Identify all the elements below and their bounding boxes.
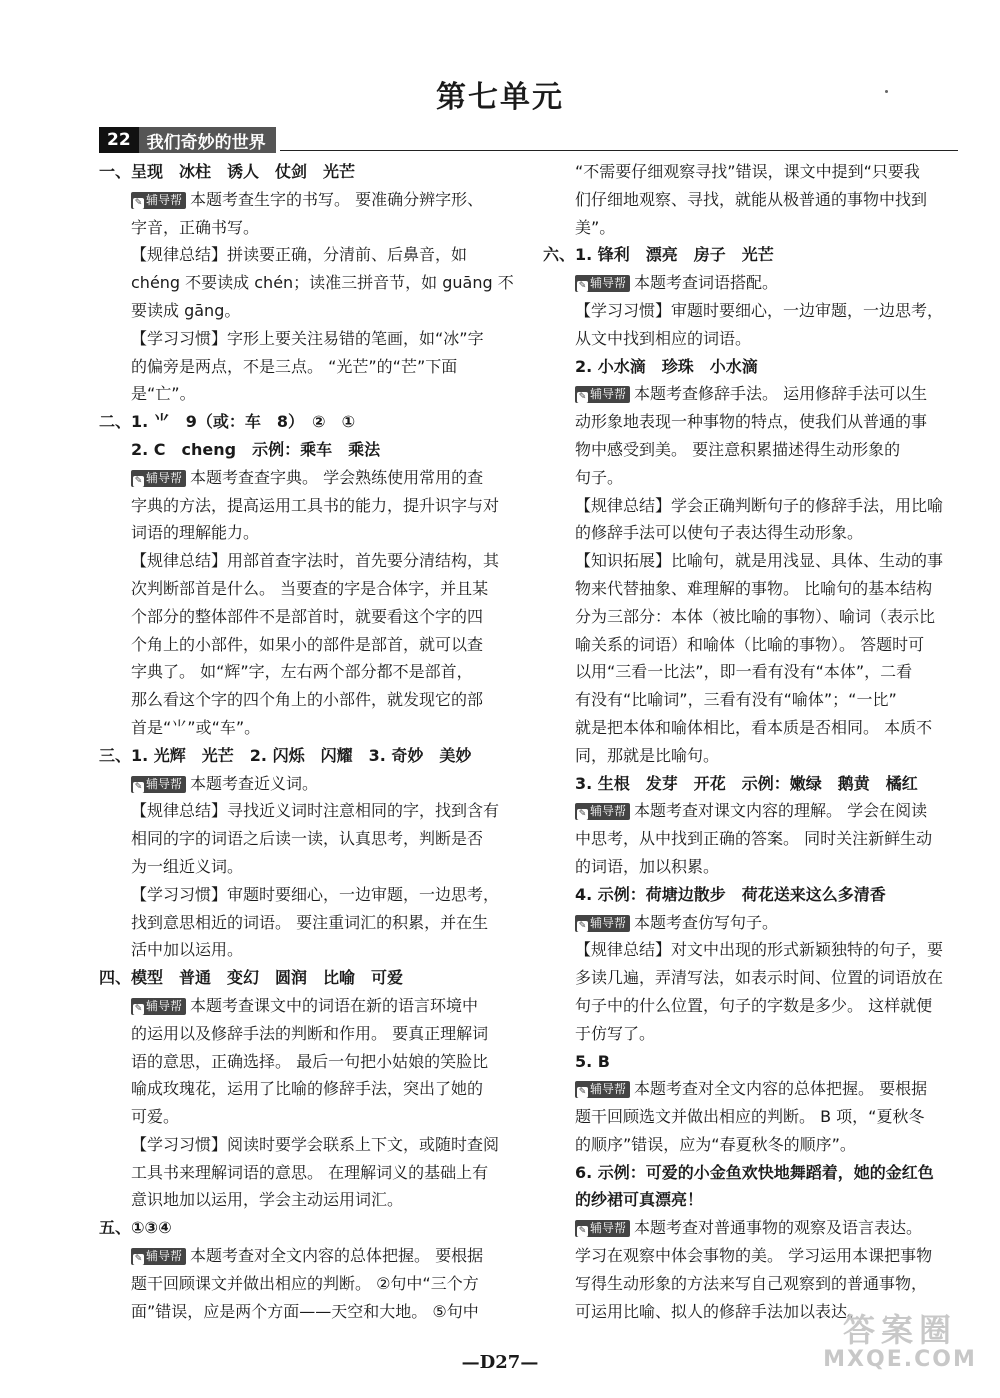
line-text: 本题考查对全文内容的总体把握。 要根据 — [190, 1246, 484, 1266]
text-line — [543, 1075, 963, 1103]
tutor-label — [575, 915, 630, 932]
page-number: —D27— — [461, 1352, 539, 1373]
line-text: 5. B — [575, 1051, 610, 1071]
tutor-label-text: 辅导帮 — [146, 192, 183, 207]
line-text: 要读成 gāng。 — [131, 300, 241, 320]
text-line — [99, 936, 519, 964]
line-text: 美”。 — [575, 217, 616, 237]
text-line — [543, 658, 963, 686]
line-text: 4. 示例：荷塘边散步 荷花送来这么多清香 — [575, 884, 886, 904]
tutor-label — [131, 192, 186, 209]
text-line — [543, 1159, 963, 1187]
text-line — [99, 714, 519, 742]
text-line — [543, 436, 963, 464]
text-line — [543, 158, 963, 186]
line-text: 【学习习惯】审题时要细心，一边审题，一边思考， — [131, 884, 500, 904]
text-line — [543, 909, 963, 937]
line-text: 多读几遍，弄清写法，如表示时间、位置的词语放在 — [575, 968, 944, 988]
line-text: 从文中找到相应的词语。 — [575, 328, 752, 348]
text-line — [543, 214, 963, 242]
line-text: 相同的字的词语之后读一读，认真思考，判断是否 — [131, 829, 484, 849]
line-text: 物来代替抽象、难理解的事物。 比喻句的基本结构 — [575, 578, 933, 598]
line-text: 3. 生根 发芽 开花 示例：嫩绿 鹅黄 橘红 — [575, 773, 918, 793]
line-text: 中思考，从中找到正确的答案。 同时关注新鲜生动 — [575, 829, 933, 849]
tutor-label-text: 辅导帮 — [590, 804, 627, 819]
line-text: 句子。 — [575, 467, 624, 487]
text-line — [543, 797, 963, 825]
text-line — [99, 186, 519, 214]
pencil-icon: ✎ — [578, 809, 587, 820]
text-line — [543, 992, 963, 1020]
text-line — [99, 881, 519, 909]
tutor-label-text: 辅导帮 — [146, 998, 183, 1013]
text-line — [99, 1242, 519, 1270]
text-line — [99, 825, 519, 853]
pencil-icon: ✎ — [578, 281, 587, 292]
line-text: 的顺序”错误，应为“春夏秋冬的顺序”。 — [575, 1134, 856, 1154]
text-line — [543, 1103, 963, 1131]
tutor-label-text: 辅导帮 — [146, 776, 183, 791]
text-line — [543, 1131, 963, 1159]
section-name: 我们奇妙的世界 — [139, 127, 276, 153]
line-text: “不需要仔细观察寻找”错误，课文中提到“只要我 — [575, 162, 920, 181]
text-line — [99, 992, 519, 1020]
line-text: 词语的理解能力。 — [131, 523, 260, 543]
tutor-label-text: 辅导帮 — [590, 915, 627, 930]
text-line — [543, 686, 963, 714]
text-line — [99, 1298, 519, 1326]
text-line — [543, 464, 963, 492]
line-text: 【学习习惯】审题时要细心，一边审题，一边思考， — [575, 300, 944, 320]
line-text: 【学习习惯】字形上要关注易错的笔画，如“冰”字 — [131, 328, 484, 348]
text-line — [543, 853, 963, 881]
line-text: 本题考查课文中的词语在新的语言环境中 — [190, 995, 479, 1015]
pencil-icon: ✎ — [134, 781, 143, 792]
line-text: 本题考查词语搭配。 — [634, 273, 779, 293]
line-text: 【知识拓展】比喻句，就是用浅显、具体、生动的事 — [575, 551, 944, 571]
text-line — [99, 1131, 519, 1159]
tutor-label — [131, 470, 186, 487]
line-text: 字典的方法，提高运用工具书的能力，提升识字与对 — [131, 495, 500, 515]
line-text: 为一组近义词。 — [131, 856, 244, 876]
text-line — [99, 297, 519, 325]
line-text: 物中感受到美。 要注意积累描述得生动形象的 — [575, 439, 901, 459]
text-line — [543, 1214, 963, 1242]
text-line — [99, 1103, 519, 1131]
line-text: 一、呈现 冰柱 诱人 仗剑 光芒 — [99, 162, 356, 181]
line-text: 本题考查对普通事物的观察及语言表达。 — [634, 1218, 923, 1238]
text-line — [543, 881, 963, 909]
tutor-label — [575, 275, 630, 292]
tutor-label — [131, 998, 186, 1015]
tutor-label-text: 辅导帮 — [146, 1249, 183, 1264]
text-line — [543, 1020, 963, 1048]
right-column — [543, 158, 963, 1325]
line-text: 的偏旁是两点，不是三点。 “光芒”的“芒”下面 — [131, 356, 458, 376]
line-text: 动形象地表现一种事物的特点，使我们从普通的事 — [575, 412, 928, 432]
line-text: 首是“⺌”或“车”。 — [131, 717, 261, 737]
tutor-label — [131, 1248, 186, 1265]
line-text: 个角上的小部件，如果小的部件是部首，就可以查 — [131, 634, 484, 654]
text-line — [99, 658, 519, 686]
text-line — [543, 492, 963, 520]
text-line — [99, 158, 519, 186]
text-line — [543, 269, 963, 297]
text-line — [99, 214, 519, 242]
text-line — [543, 297, 963, 325]
line-text: 有没有“比喻词”，三看有没有“喻体”；“一比” — [575, 690, 897, 710]
line-text: 喻成玫瑰花，运用了比喻的修辞手法，突出了她的 — [131, 1079, 484, 1099]
unit-title: 第七单元 — [436, 80, 564, 115]
text-line — [543, 1242, 963, 1270]
line-text: 【规律总结】学会正确判断句子的修辞手法，用比喻 — [575, 495, 944, 515]
line-text: 本题考查修辞手法。 运用修辞手法可以生 — [634, 384, 928, 404]
stray-dot — [885, 90, 888, 93]
text-line — [543, 714, 963, 742]
text-line — [99, 353, 519, 381]
text-line — [99, 408, 519, 436]
text-line — [99, 269, 519, 297]
line-text: 的运用以及修辞手法的判断和作用。 要真正理解词 — [131, 1023, 489, 1043]
text-line — [543, 1270, 963, 1298]
text-line — [99, 464, 519, 492]
text-line — [99, 686, 519, 714]
text-line — [543, 936, 963, 964]
line-text: 工具书来理解词语的意思。 在理解词义的基础上有 — [131, 1162, 489, 1182]
line-text: 就是把本体和喻体相比，看本质是否相同。 本质不 — [575, 717, 933, 737]
text-line — [543, 964, 963, 992]
tutor-label-text: 辅导帮 — [146, 470, 183, 485]
line-text: 本题考查仿写句子。 — [634, 912, 779, 932]
line-text: 本题考查对全文内容的总体把握。 要根据 — [634, 1079, 928, 1099]
line-text: 【规律总结】寻找近义词时注意相同的字，找到含有 — [131, 801, 500, 821]
line-text: 题干回顾课文并做出相应的判断。 ②句中“三个方 — [131, 1273, 479, 1293]
section-number: 22 — [99, 127, 139, 153]
line-text: 本题考查近义词。 — [190, 773, 319, 793]
line-text: 找到意思相近的词语。 要注重词汇的积累，并在生 — [131, 912, 489, 932]
text-line — [543, 408, 963, 436]
text-line — [543, 186, 963, 214]
line-text: 喻关系的词语）和喻体（比喻的事物）。 答题时可 — [575, 634, 925, 654]
pencil-icon: ✎ — [578, 1087, 587, 1098]
line-text: 五、①③④ — [99, 1218, 172, 1238]
line-text: 本题考查对课文内容的理解。 学会在阅读 — [634, 801, 928, 821]
line-text: 句子中的什么位置，句子的字数是多少。 这样就便 — [575, 995, 933, 1015]
text-line — [543, 825, 963, 853]
pencil-icon: ✎ — [134, 197, 143, 208]
pencil-icon: ✎ — [134, 1254, 143, 1265]
tutor-label — [575, 803, 630, 820]
line-text: 六、1. 锋利 漂亮 房子 光芒 — [543, 245, 774, 265]
line-text: 四、模型 普通 变幻 圆润 比喻 可爱 — [99, 968, 404, 988]
text-line — [99, 770, 519, 798]
line-text: 意识地加以运用，学会主动运用词汇。 — [131, 1190, 404, 1210]
tutor-label — [575, 1081, 630, 1098]
tutor-label-text: 辅导帮 — [590, 387, 627, 402]
text-line — [99, 1048, 519, 1076]
text-line — [99, 1075, 519, 1103]
line-text: 的修辞手法可以使句子表达得生动形象。 — [575, 523, 864, 543]
pencil-icon: ✎ — [578, 920, 587, 931]
text-line — [543, 547, 963, 575]
line-text: 字音，正确书写。 — [131, 217, 260, 237]
section-banner — [99, 127, 276, 153]
section-rule — [280, 150, 958, 151]
text-line — [99, 325, 519, 353]
pencil-icon: ✎ — [134, 1003, 143, 1014]
left-column — [99, 158, 519, 1325]
line-text: 本题考查查字典。 学会熟练使用常用的查 — [190, 467, 484, 487]
line-text: 6. 示例：可爱的小金鱼欢快地舞蹈着，她的金红色 — [575, 1162, 934, 1182]
text-line — [543, 603, 963, 631]
line-text: chéng 不要读成 chén；读准三拼音节，如 guāng 不 — [131, 273, 514, 293]
line-text: 面”错误，应是两个方面——天空和大地。 ⑤句中 — [131, 1301, 479, 1321]
text-line — [99, 492, 519, 520]
text-line — [99, 547, 519, 575]
text-line — [543, 742, 963, 770]
pencil-icon: ✎ — [578, 392, 587, 403]
text-line — [543, 1186, 963, 1214]
line-text: 2. 小水滴 珍珠 小水滴 — [575, 356, 758, 376]
tutor-label — [575, 1220, 630, 1237]
tutor-label-text: 辅导帮 — [590, 276, 627, 291]
line-text: 【规律总结】拼读要正确，分清前、后鼻音，如 — [131, 245, 468, 265]
pencil-icon: ✎ — [134, 475, 143, 486]
line-text: 可爱。 — [131, 1107, 180, 1127]
line-text: 二、1. ⺌ 9（或：车 8） ② ① — [99, 412, 356, 432]
tutor-label-text: 辅导帮 — [590, 1082, 627, 1097]
text-line — [99, 1186, 519, 1214]
text-line — [543, 770, 963, 798]
text-line — [543, 575, 963, 603]
line-text: 次判断部首是什么。 当要查的字是合体字，并且某 — [131, 578, 489, 598]
watermark-line1: 答案圈 — [842, 1311, 957, 1349]
text-line — [99, 1270, 519, 1298]
text-line — [543, 325, 963, 353]
line-text: 【规律总结】对文中出现的形式新颖独特的句子，要 — [575, 940, 944, 960]
text-line — [99, 1214, 519, 1242]
line-text: 同，那就是比喻句。 — [575, 745, 720, 765]
line-text: 三、1. 光辉 光芒 2. 闪烁 闪耀 3. 奇妙 美妙 — [99, 745, 472, 765]
line-text: 活中加以运用。 — [131, 940, 244, 960]
text-line — [99, 631, 519, 659]
text-line — [543, 380, 963, 408]
line-text: 2. C cheng 示例：乘车 乘法 — [131, 439, 381, 459]
watermark — [800, 1312, 1000, 1372]
tutor-label-text: 辅导帮 — [590, 1221, 627, 1236]
text-line — [543, 353, 963, 381]
text-line — [543, 241, 963, 269]
text-line — [99, 797, 519, 825]
text-line — [99, 575, 519, 603]
watermark-line2: MXQE.COM — [823, 1347, 977, 1372]
tutor-label — [131, 776, 186, 793]
text-line — [99, 853, 519, 881]
text-line — [99, 603, 519, 631]
line-text: 以用“三看一比法”，即一看有没有“本体”，二看 — [575, 662, 913, 682]
line-text: 【学习习惯】阅读时要学会联系上下文，或随时查阅 — [131, 1134, 500, 1154]
line-text: 本题考查生字的书写。 要准确分辨字形、 — [190, 189, 484, 209]
line-text: 【规律总结】用部首查字法时，首先要分清结构，其 — [131, 551, 500, 571]
line-text: 的词语，加以积累。 — [575, 856, 720, 876]
line-text: 写得生动形象的方法来写自己观察到的普通事物， — [575, 1273, 928, 1293]
text-line — [543, 519, 963, 547]
text-line — [99, 380, 519, 408]
line-text: 是“亡”。 — [131, 384, 196, 404]
text-line — [99, 519, 519, 547]
text-line — [99, 1159, 519, 1187]
text-line — [99, 742, 519, 770]
tutor-label — [575, 386, 630, 403]
line-text: 于仿写了。 — [575, 1023, 656, 1043]
text-line — [99, 964, 519, 992]
text-line — [543, 631, 963, 659]
text-line — [99, 241, 519, 269]
line-text: 们仔细地观察、寻找，就能从极普通的事物中找到 — [575, 189, 928, 209]
line-text: 字典了。 如“辉”字，左右两个部分都不是部首， — [131, 662, 473, 682]
text-line — [99, 909, 519, 937]
line-text: 那么看这个字的四个角上的小部件，就发现它的部 — [131, 690, 484, 710]
pencil-icon: ✎ — [578, 1226, 587, 1237]
text-line — [99, 1020, 519, 1048]
line-text: 可运用比喻、拟人的修辞手法加以表达。 — [575, 1301, 864, 1321]
text-line — [99, 436, 519, 464]
line-text: 分为三部分：本体（被比喻的事物）、喻词（表示比 — [575, 606, 936, 626]
line-text: 个部分的整体部件不是部首时，就要看这个字的四 — [131, 606, 484, 626]
line-text: 题干回顾选文并做出相应的判断。 B 项，“夏秋冬 — [575, 1107, 925, 1127]
line-text: 学习在观察中体会事物的美。 学习运用本课把事物 — [575, 1246, 933, 1266]
text-line — [543, 1048, 963, 1076]
line-text: 语的意思，正确选择。 最后一句把小姑娘的笑脸比 — [131, 1051, 489, 1071]
line-text: 的纱裙可真漂亮！ — [575, 1190, 704, 1210]
